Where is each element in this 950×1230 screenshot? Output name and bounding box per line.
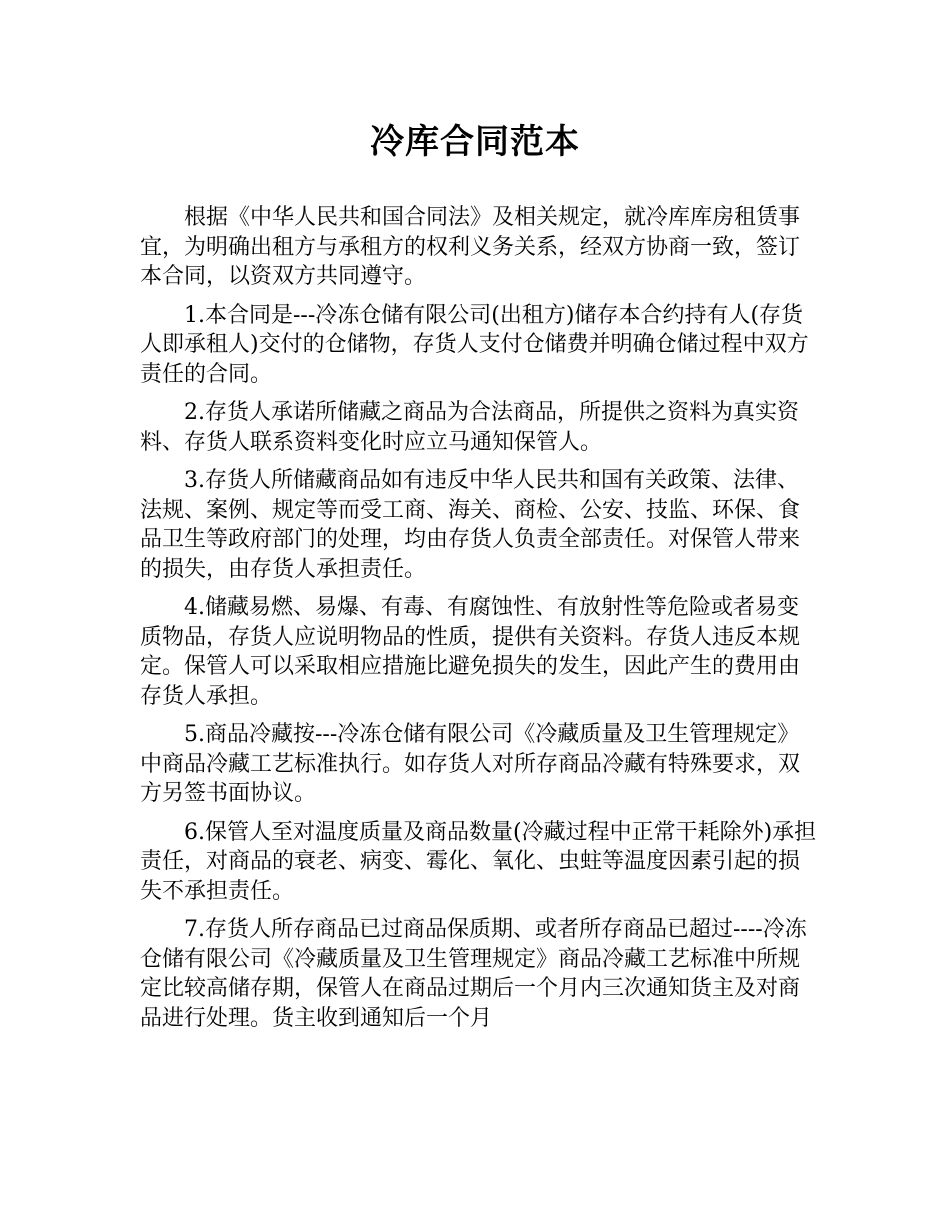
clause-2-paragraph: 2.存货人承诺所储藏之商品为合法商品，所提供之资料为真实资料、存货人联系资料变化时应立马通知保管人。 [140,400,799,455]
clause-4-paragraph: 4.储藏易燃、易爆、有毒、有腐蚀性、有放射性等危险或者易变质物品，存货人应说明物品的性质，提供有关资料。存货人违反本规定。保管人可以采取相应措施比避免损失的发生，因此产生的费用由存货人承担。 [140,595,801,709]
document-title: 冷库合同范本 [370,122,580,162]
clause-3-paragraph: 3.存货人所储藏商品如有违反中华人民共和国有关政策、法律、法规、案例、规定等而受工商、海关、商检、公安、技监、环保、食品卫生等政府部门的处理，均由存货人负责全部责任。对保管人带来的损失，由存货人承担责任。 [140,468,801,582]
clause-1-paragraph: 1.本合同是---冷冻仓储有限公司(出租方)储存本合约持有人(存货人即承租人)交付的仓储物，存货人支付仓储费并明确仓储过程中双方责任的合同。 [140,302,809,387]
clause-6-paragraph: 6.保管人至对温度质量及商品数量(冷藏过程中正常干耗除外)承担责任，对商品的衰老、病变、霉化、氧化、虫蛀等温度因素引起的损失不承担责任。 [140,819,817,904]
document-body [140,203,820,1042]
clause-7-paragraph: 7.存货人所存商品已过商品保质期、或者所存商品已超过----冷冻仓储有限公司《冷藏质量及卫生管理规定》商品冷藏工艺标准中所规定比较高储存期，保管人在商品过期后一个月内三次通知货主及对商品进行处理。货主收到通知后一个月 [140,917,807,1031]
clause-5-paragraph: 5.商品冷藏按---冷冻仓储有限公司《冷藏质量及卫生管理规定》中商品冷藏工艺标准执行。如存货人对所存商品冷藏有特殊要求，双方另签书面协议。 [140,722,801,806]
intro-paragraph: 根据《中华人民共和国合同法》及相关规定，就冷库库房租赁事宜，为明确出租方与承租方的权利义务关系，经双方协商一致，签订本合同，以资双方共同遵守。 [140,205,801,289]
